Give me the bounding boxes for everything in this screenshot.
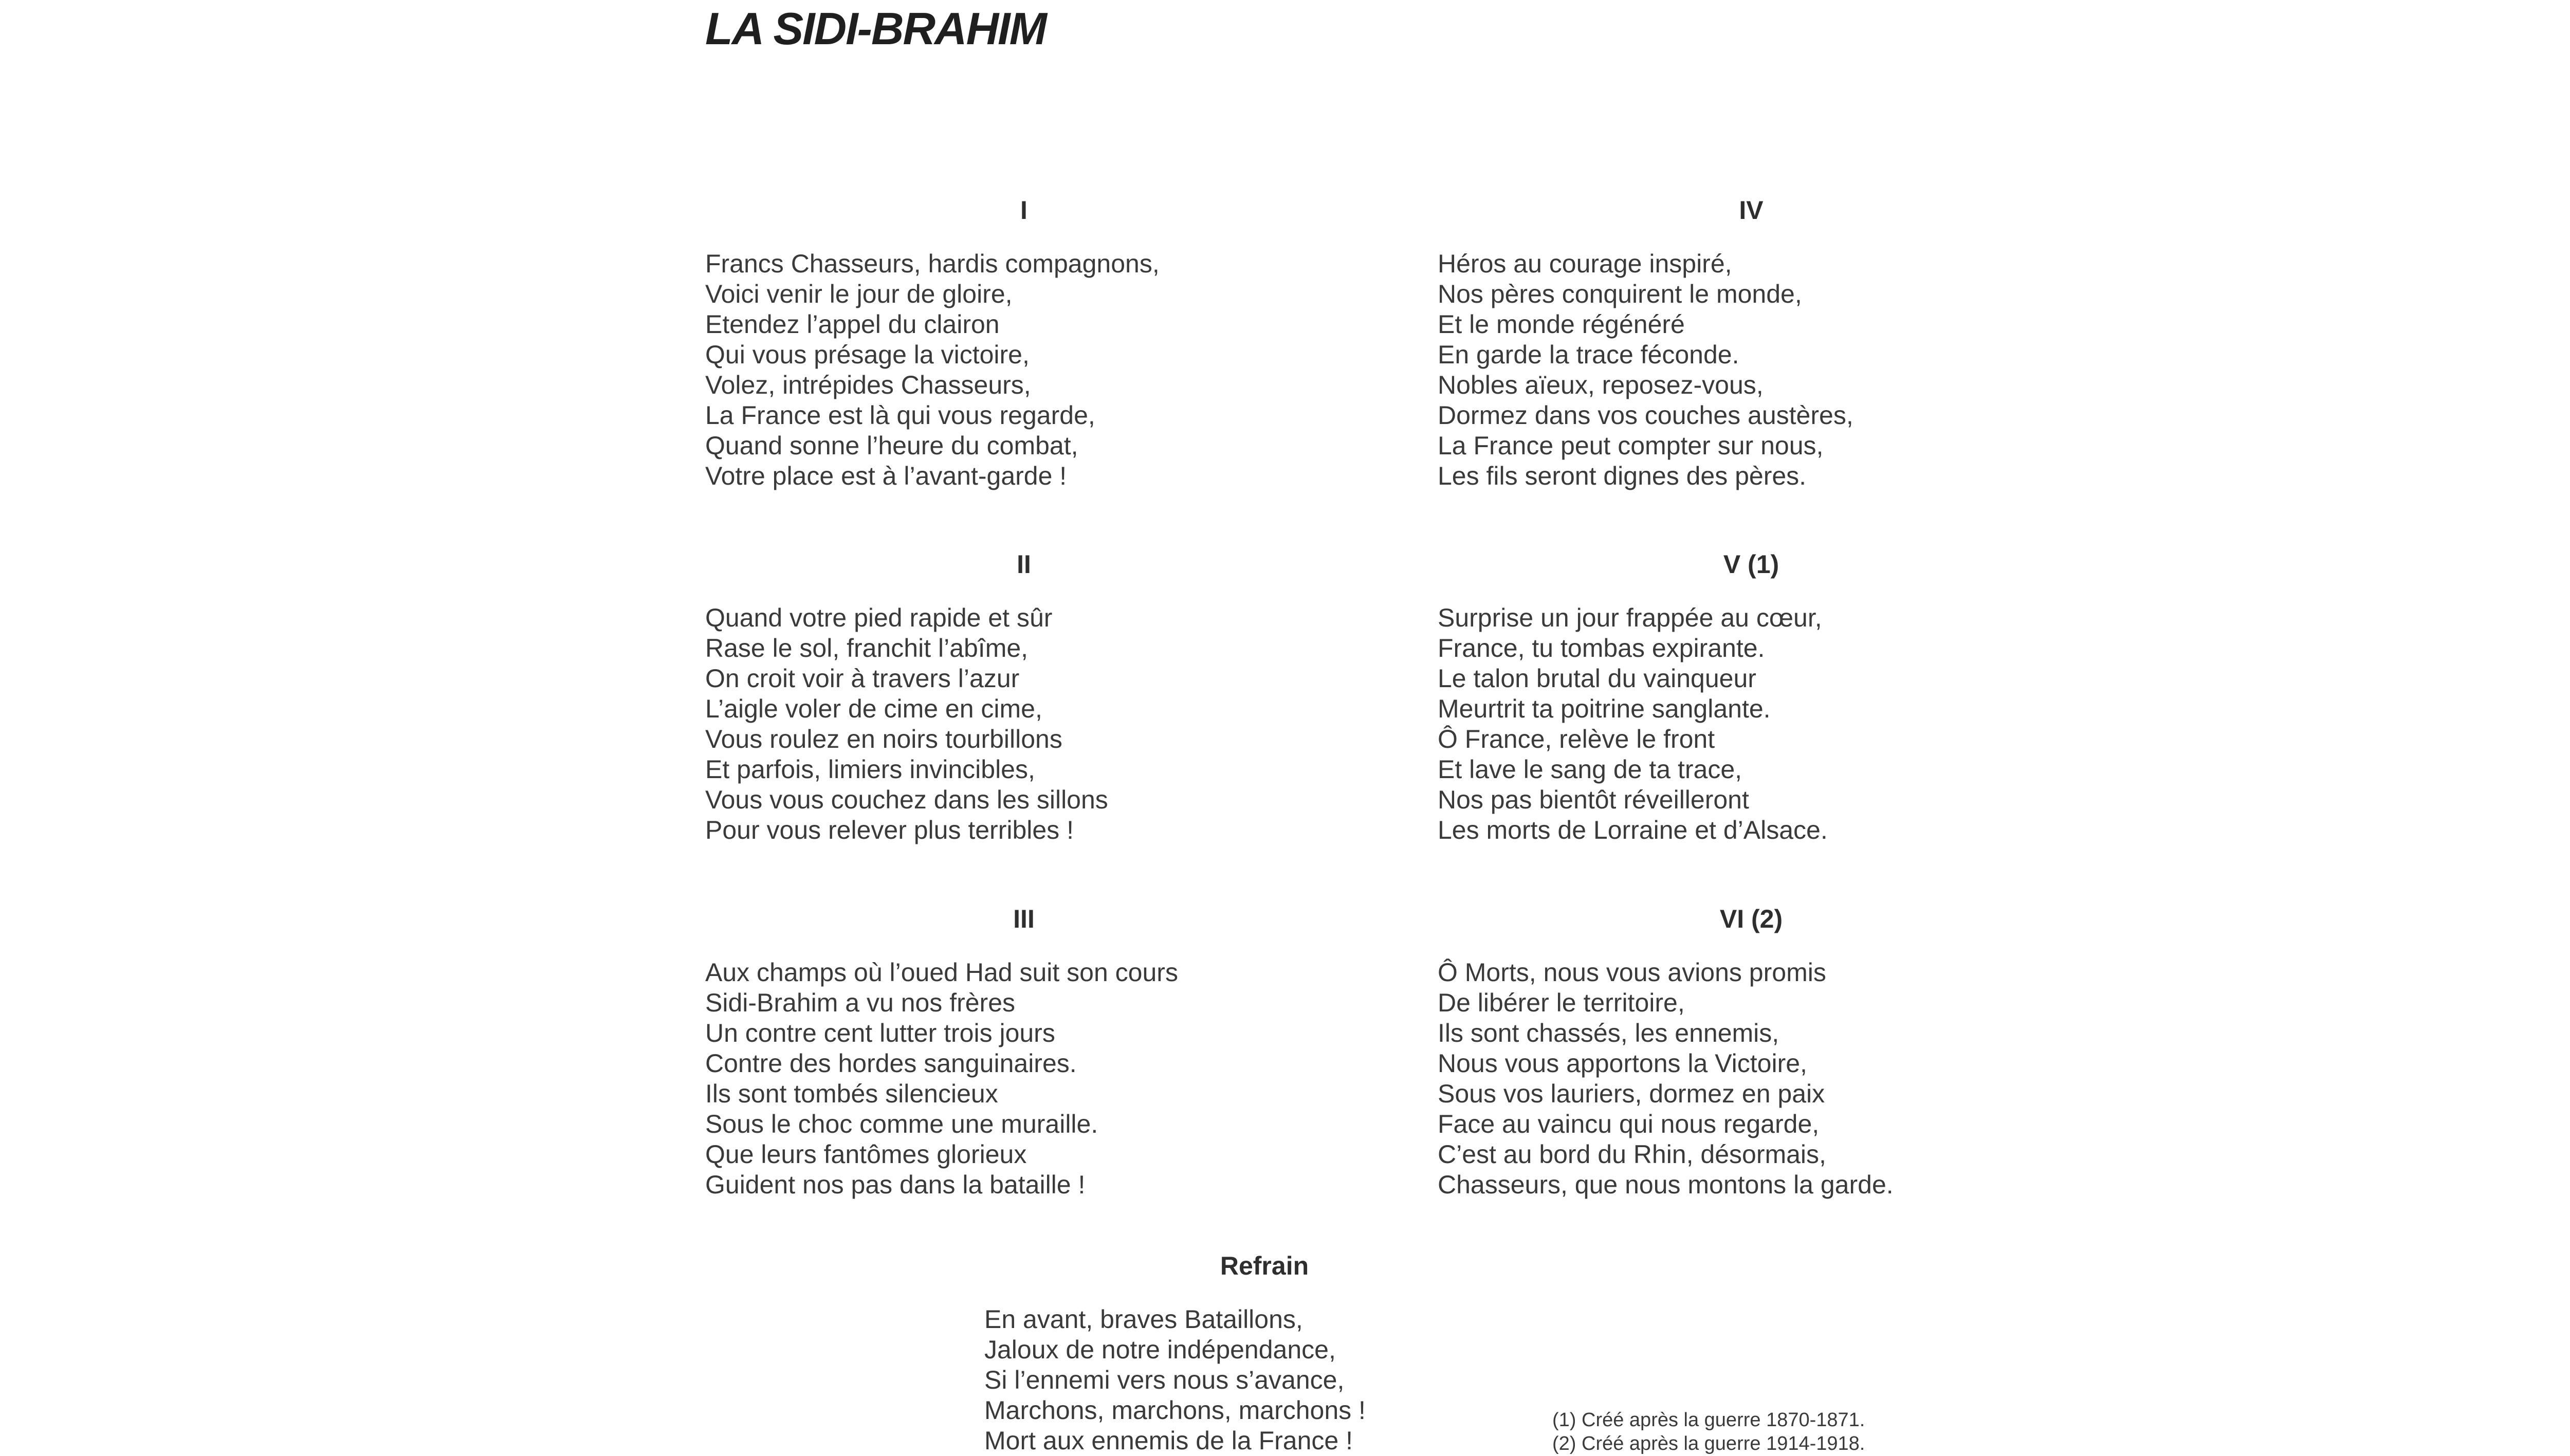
verse-line: Meurtrit ta poitrine sanglante. [1438, 694, 1771, 723]
verse-line: Aux champs où l’oued Had suit son cours [705, 958, 1178, 987]
stanza-number-label: II [1017, 550, 1031, 579]
verse-line: De libérer le territoire, [1438, 988, 1685, 1017]
footnote: (1) Créé après la guerre 1870-1871. [1552, 1409, 1865, 1431]
stanza-lines [1438, 957, 2054, 1200]
verse-line: Nous vous apportons la Victoire, [1438, 1049, 1807, 1078]
stanza-number-label: IV [1739, 196, 1764, 225]
verse-line: Dormez dans vos couches austères, [1438, 401, 1853, 430]
verse-line: Qui vous présage la victoire, [705, 340, 1030, 369]
verse-line: Et lave le sang de ta trace, [1438, 755, 1742, 784]
verse-line: Nos pas bientôt réveilleront [1438, 785, 1749, 814]
stanza-lines [705, 249, 1322, 491]
stanza-number-label: I [1020, 196, 1027, 225]
verse-line: En garde la trace féconde. [1438, 340, 1739, 369]
footnote: (2) Créé après la guerre 1914-1918. [1552, 1433, 1865, 1454]
verse-line: Pour vous relever plus terribles ! [705, 816, 1074, 844]
refrain-line: Jaloux de notre indépendance, [984, 1335, 1336, 1364]
verse-line: C’est au bord du Rhin, désormais, [1438, 1140, 1826, 1169]
stanza-number-label: VI (2) [1719, 905, 1783, 933]
verse-line: Voici venir le jour de gloire, [705, 280, 1013, 308]
verse-line: Contre des hordes sanguinaires. [705, 1049, 1077, 1078]
stanza-6 [1438, 903, 2054, 1200]
refrain-line: Marchons, marchons, marchons ! [984, 1396, 1366, 1425]
verse-line: Vous vous couchez dans les sillons [705, 785, 1108, 814]
verse-line: Héros au courage inspiré, [1438, 249, 1732, 278]
verse-line: La France peut compter sur nous, [1438, 431, 1824, 460]
verse-line: Quand sonne l’heure du combat, [705, 431, 1078, 460]
footnotes [1552, 1408, 1865, 1455]
refrain-lines [984, 1304, 1447, 1456]
verse-line: L’aigle voler de cime en cime, [705, 694, 1042, 723]
verse-line: Sidi-Brahim a vu nos frères [705, 988, 1016, 1017]
verse-line: Sous vos lauriers, dormez en paix [1438, 1079, 1825, 1108]
page-title: LA SIDI-BRAHIM [705, 3, 1046, 54]
refrain [984, 1250, 1447, 1456]
stanza-2 [705, 548, 1322, 845]
verse-line: Surprise un jour frappée au cœur, [1438, 603, 1822, 632]
verse-line: Et le monde régénéré [1438, 310, 1685, 339]
stanza-lines [1438, 603, 2054, 845]
verse-line: La France est là qui vous regarde, [705, 401, 1095, 430]
verse-line: On croit voir à travers l’azur [705, 664, 1020, 693]
stanza-3 [705, 903, 1322, 1200]
verse-line: Votre place est à l’avant-garde ! [705, 462, 1067, 490]
verse-line: Un contre cent lutter trois jours [705, 1019, 1055, 1047]
verse-line: Les morts de Lorraine et d’Alsace. [1438, 816, 1828, 844]
stanza-lines [705, 603, 1322, 845]
verse-line: Face au vaincu qui nous regarde, [1438, 1110, 1820, 1138]
stanza-4 [1438, 194, 2054, 491]
verse-line: Chasseurs, que nous montons la garde. [1438, 1170, 1894, 1199]
stanza-1 [705, 194, 1322, 491]
stanza-number-label: III [1013, 905, 1035, 933]
verse-line: Ô Morts, nous vous avions promis [1438, 958, 1826, 987]
verse-line: Vous roulez en noirs tourbillons [705, 725, 1062, 753]
verse-line: Les fils seront dignes des pères. [1438, 462, 1807, 490]
verse-line: Volez, intrépides Chasseurs, [705, 371, 1031, 399]
stanza-number-label: V (1) [1723, 550, 1779, 579]
verse-line: Rase le sol, franchit l’abîme, [705, 634, 1029, 662]
verse-line: Nos pères conquirent le monde, [1438, 280, 1802, 308]
refrain-title-label: Refrain [1220, 1251, 1309, 1280]
verse-line: Ils sont chassés, les ennemis, [1438, 1019, 1779, 1047]
verse-line: Etendez l’appel du clairon [705, 310, 1000, 339]
refrain-line: Mort aux ennemis de la France ! [984, 1426, 1353, 1455]
verse-line: Nobles aïeux, reposez-vous, [1438, 371, 1764, 399]
verse-line: France, tu tombas expirante. [1438, 634, 1765, 662]
refrain-line: Si l’ennemi vers nous s’avance, [984, 1366, 1345, 1394]
verse-line: Ils sont tombés silencieux [705, 1079, 998, 1108]
verse-line: Et parfois, limiers invincibles, [705, 755, 1035, 784]
refrain-line: En avant, braves Bataillons, [984, 1305, 1303, 1334]
verse-line: Guident nos pas dans la bataille ! [705, 1170, 1086, 1199]
stanza-lines [1438, 249, 2054, 491]
stanza-lines [705, 957, 1322, 1200]
verse-line: Le talon brutal du vainqueur [1438, 664, 1756, 693]
verse-line: Quand votre pied rapide et sûr [705, 603, 1053, 632]
verse-line: Francs Chasseurs, hardis compagnons, [705, 249, 1160, 278]
verse-line: Que leurs fantômes glorieux [705, 1140, 1027, 1169]
verse-line: Sous le choc comme une muraille. [705, 1110, 1098, 1138]
stanza-5 [1438, 548, 2054, 845]
verse-line: Ô France, relève le front [1438, 725, 1715, 753]
